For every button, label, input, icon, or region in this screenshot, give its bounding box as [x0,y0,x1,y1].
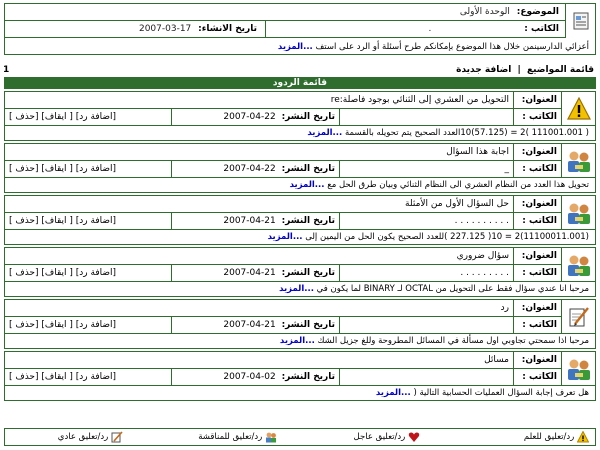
nav-separator: | [517,65,521,75]
title-value-cell [5,92,513,108]
post-actions [5,213,171,229]
delete-button[interactable]: [حذف ] [9,216,39,226]
date-cell [171,265,339,281]
post-meta-row [5,161,561,178]
post-body-text: (11100011.001)2 = 10( 227.125 )للعدد الصحيح يكون الحل من اليمين إلى [305,232,589,242]
legend-urgent [354,429,420,445]
reply-post [4,247,596,297]
topic-meta-row [5,21,565,38]
author-label: الكاتب : [522,320,557,330]
topic-subject-row [5,4,565,21]
add-reply-button[interactable]: [اضافة رد] [75,216,117,226]
delete-button[interactable]: [حذف ] [9,268,39,278]
reply-post [4,351,596,401]
title-value-cell [5,352,513,368]
post-body [5,178,595,193]
author-value-cell [339,369,513,385]
add-reply-button[interactable]: [اضافة رد] [75,372,117,382]
post-body [5,230,595,245]
post-meta-row [5,317,561,334]
topic-body-text: أعزائي الدارسينمن خلال هذا الموضوع بإمكانكم طرح أسئلة أو الرد على استف [315,42,589,52]
post-title[interactable]: رد [500,303,509,313]
delete-button[interactable]: [حذف ] [9,164,39,174]
created-label: تاريخ الانشاء: [198,24,257,34]
author-label: الكاتب : [522,372,557,382]
author-label: الكاتب : [522,112,557,122]
legend-knowledge [524,429,589,445]
author-label-cell [513,213,561,229]
published-label: تاريخ النشر: [281,268,335,278]
title-label-cell [513,248,561,264]
published-label: تاريخ النشر: [281,216,335,226]
title-label-cell [513,92,561,108]
info-icon [567,97,591,121]
published-label: تاريخ النشر: [281,164,335,174]
stop-button[interactable]: [ ايقاف] [41,216,73,226]
title-label: العنوان: [521,95,557,105]
date-cell [171,161,339,177]
post-meta-row [5,369,561,386]
post-title[interactable]: التحويل من العشري إلى الثنائي بوجود فاصلة:re [330,95,509,105]
author-label: الكاتب : [522,164,557,174]
delete-button[interactable]: [حذف ] [9,372,39,382]
post-date: 22-04-2007 [223,164,276,174]
date-cell [171,317,339,333]
title-label-cell [513,300,561,316]
post-more-link[interactable]: ...المزيد [289,180,325,190]
date-cell [171,213,339,229]
created-value: 17-03-2007 [138,24,192,34]
author-label-cell [513,161,561,177]
reply-post [4,91,596,141]
reply-post [4,299,596,349]
topics-list-link[interactable]: قائمة المواضيع [526,65,594,75]
delete-button[interactable]: [حذف ] [9,112,39,122]
post-type-icon-cell [561,248,595,282]
add-reply-button[interactable]: [اضافة رد] [75,112,117,122]
published-label: تاريخ النشر: [281,372,335,382]
author-value-cell [339,317,513,333]
title-label-cell [513,196,561,212]
post-more-link[interactable]: ...المزيد [279,336,315,346]
discussion-icon [566,201,592,225]
post-meta-row [5,265,561,282]
published-label: تاريخ النشر: [281,112,335,122]
post-title-row [5,248,561,265]
topic-nav [456,65,594,75]
author-label-cell [513,369,561,385]
post-date: 02-04-2007 [223,372,276,382]
author-label-cell [513,317,561,333]
title-value-cell [5,196,513,212]
post-body [5,386,595,401]
discussion-icon [566,357,592,381]
subject-label: الموضوع: [516,7,559,17]
author-label-cell [513,265,561,281]
author-value-cell [339,109,513,125]
date-cell [171,369,339,385]
stop-button[interactable]: [ ايقاف] [41,268,73,278]
post-more-link[interactable]: ...المزيد [279,284,314,294]
legend-discussion [198,429,277,445]
add-new-link[interactable]: اضافة جديدة [456,65,512,75]
title-value-cell [5,300,513,316]
post-more-link[interactable]: ...المزيد [375,388,411,398]
author-value-cell [339,213,513,229]
topic-author-value: . [428,24,432,34]
add-reply-button[interactable]: [اضافة رد] [75,164,117,174]
author-value-cell [339,161,513,177]
info-icon [577,431,589,443]
post-body-text: ( 111001.001 )2 = (57.125)10العدد الصحيح يتم تحويله بالقسمة [344,128,589,138]
legend-knowledge-label: رد/تعليق للعلم [523,432,575,442]
author-label: الكاتب : [522,216,557,226]
post-title-row [5,300,561,317]
topic-author-label: الكاتب : [524,24,559,34]
stop-button[interactable]: [ ايقاف] [41,164,73,174]
post-title-row [5,92,561,109]
post-more-link[interactable]: ...المزيد [307,128,343,138]
post-type-icon-cell [561,196,595,230]
post-date: 21-04-2007 [223,268,276,278]
legend-normal-label: رد/تعليق عادي [57,432,109,442]
post-meta-row [5,213,561,230]
add-reply-button[interactable]: [اضافة رد] [75,268,117,278]
post-date: 21-04-2007 [223,320,276,330]
post-actions [5,369,171,385]
post-author: . . . . . . . . . . [454,216,509,226]
post-date: 21-04-2007 [223,216,276,226]
title-label-cell [513,352,561,368]
post-title[interactable]: حل السؤال الأول من الأمثلة [405,199,509,209]
reply-post [4,195,596,245]
author-label-cell [513,109,561,125]
reply-post [4,143,596,193]
subject-value: الوحدة الأولى [459,7,510,17]
post-author: _ [504,164,509,174]
urgent-icon [408,431,420,443]
delete-button[interactable]: [حذف ] [9,320,39,330]
note-icon [567,305,591,329]
topic-more-link[interactable]: ...المزيد [277,42,313,52]
published-label: تاريخ النشر: [281,320,335,330]
discussion-icon [566,253,592,277]
post-body-text: تحويل هذا العدد من النظام العشري الى النظام الثنائي وبيان طرق الحل مع [327,180,589,190]
post-actions [5,265,171,281]
post-body-text: هل تعرف إجابة السؤال العمليات الحسابية التالية ( [413,388,589,398]
title-value-cell [5,248,513,264]
topic-icon-cell [565,4,595,38]
post-body [5,282,595,297]
legend-discussion-label: رد/تعليق للمناقشة [198,432,263,442]
post-title[interactable]: مسائل [484,355,509,365]
post-type-icon-cell [561,92,595,126]
post-meta-row [5,109,561,126]
topic-box [4,3,596,55]
title-label: العنوان: [521,251,557,261]
post-body [5,334,595,349]
topic-body [5,39,595,55]
title-value-cell [5,144,513,160]
icon-legend [4,428,596,446]
stop-button[interactable]: [ ايقاف] [41,372,73,382]
post-title-row [5,144,561,161]
author-value-cell [339,265,513,281]
post-body-text: مرحبا انا عندي سؤال فقط على التحويل من OCTAL لـ BINARY لما يكون في [316,284,589,294]
title-label: العنوان: [521,199,557,209]
stop-button[interactable]: [ ايقاف] [41,320,73,330]
post-body [5,126,595,141]
post-body-text: مرحبا اذا سمحتي تجاوبي اول مسألة في المسائل المطروحة وللغ جزيل الشك [317,336,589,346]
page-number[interactable]: 1 [3,65,10,75]
post-author: . . . . . . . . . [460,268,509,278]
stop-button[interactable]: [ ايقاف] [41,112,73,122]
legend-urgent-label: رد/تعليق عاجل [353,432,406,442]
discussion-icon [566,149,592,173]
post-date: 22-04-2007 [223,112,276,122]
post-type-icon-cell [561,144,595,178]
document-icon [571,11,591,31]
post-more-link[interactable]: ...المزيد [267,232,303,242]
add-reply-button[interactable]: [اضافة رد] [75,320,117,330]
post-type-icon-cell [561,300,595,334]
title-label: العنوان: [521,355,557,365]
title-label-cell [513,144,561,160]
post-actions [5,317,171,333]
discussion-icon [265,431,277,443]
legend-normal [58,429,123,445]
post-actions [5,109,171,125]
title-label: العنوان: [521,303,557,313]
replies-header: قائمة الردود [4,77,596,89]
note-icon [111,431,123,443]
post-title-row [5,352,561,369]
date-cell [171,109,339,125]
title-label: العنوان: [521,147,557,157]
post-title[interactable]: اجابة هذا السؤال [446,147,509,157]
post-title[interactable]: سؤال ضروري [456,251,509,261]
post-title-row [5,196,561,213]
post-type-icon-cell [561,352,595,386]
author-label: الكاتب : [522,268,557,278]
post-actions [5,161,171,177]
